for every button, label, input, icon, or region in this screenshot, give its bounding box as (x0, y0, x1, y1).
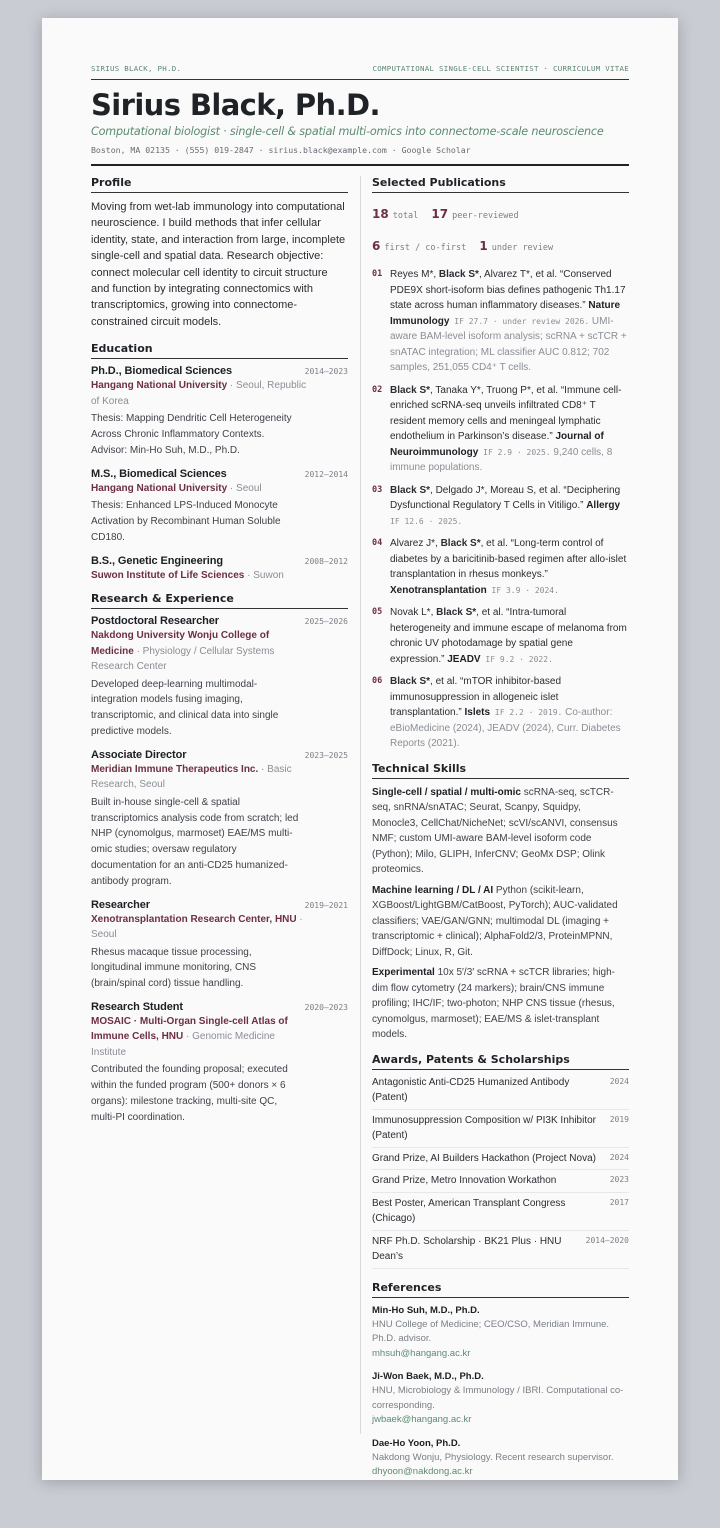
citation-title: , et al. “mTOR inhibitor-based immunosuppression in allogeneic islet transplantation.” (390, 676, 562, 718)
stat-first-author: 6 first / co-first (372, 239, 467, 253)
award-item (372, 1072, 629, 1110)
citation-title: , Alvarez T*, et al. “Conserved PDE9X short-isoform bias defines pathogenic Th1.17 state across human inflammatory diseases.” (390, 269, 626, 311)
entry-title: Research Student (91, 1000, 183, 1013)
contact-line: Boston, MA 02135 · (555) 019-2847 · sirius.black@example.com · Google Scholar (91, 145, 629, 166)
publication-citation (390, 267, 629, 376)
award-item (372, 1148, 629, 1171)
entry-organization (91, 568, 348, 584)
journal-name: Islets (464, 707, 491, 718)
entry-header (91, 555, 348, 567)
experience-entry (91, 1001, 348, 1126)
award-date: 2023 (609, 1175, 629, 1184)
skills-list (372, 785, 629, 1043)
entry-description: Contributed the founding proposal; executed within the funded program (500+ donors × 6 organs): milestone tracking, multi-site QC, multi-PI coordination. (91, 1064, 288, 1123)
award-date: 2019 (609, 1114, 629, 1124)
authors-before: Novak L*, (390, 607, 437, 618)
reference-item (372, 1304, 629, 1362)
publication-number: 01 (372, 269, 383, 279)
google-scholar-link[interactable]: Google Scholar (401, 145, 471, 155)
entry-organization (91, 1014, 348, 1061)
contact-phone: (555) 019-2847 (184, 145, 254, 155)
tagline: Computational biologist · single-cell & spatial multi-omics into connectome-scale neuroscience (91, 125, 604, 138)
award-title: Immunosuppression Composition w/ PI3K Inhibitor (Patent) (372, 1114, 596, 1141)
skill-text: scRNA-seq, scTCR-seq, snRNA/snATAC; Seurat, Scanpy, Squidpy, Monocle3, CellChat/NicheNet; scVI/scANVI, consensus NMF; custom UMI-aware BAM-level isoform code (Python); Milo, GLIPH, InferCNV; GeoMx DSP; Olink proteomics. (372, 786, 618, 875)
journal-name: Journal of Neuroimmunology (390, 431, 604, 458)
institution-location: · Seoul (227, 482, 262, 494)
entry-header (91, 899, 348, 911)
publication-item (372, 383, 629, 476)
journal-meta: IF 27.7 · under review 2026. (449, 316, 590, 326)
publication-item (372, 605, 629, 667)
reference-email-link[interactable]: jwbaek@hangang.ac.kr (372, 1414, 472, 1425)
reference-name: Min-Ho Suh, M.D., Ph.D. (372, 1304, 480, 1316)
award-date: 2024 (609, 1076, 629, 1086)
reference-item (372, 1370, 629, 1428)
entry-header (91, 468, 348, 480)
entry-date: 2025–2026 (304, 617, 348, 627)
institution-name: Hangang National University (91, 482, 228, 494)
publication-list (372, 267, 629, 752)
award-date: 2024 (609, 1152, 629, 1162)
entry-organization (91, 912, 348, 943)
left-column (91, 176, 348, 1489)
skill-group (372, 785, 629, 878)
award-date: 2014–2020 (585, 1235, 629, 1245)
reference-description: HNU College of Medicine; CEO/CSO, Meridian Immune. Ph.D. advisor. (372, 1318, 610, 1344)
institution-location: · Genomic Medicine Institute (91, 1031, 275, 1058)
entry-organization (91, 378, 348, 409)
publication-number: 04 (372, 538, 383, 548)
citation-title: , et al. “Intra-tumoral heterogeneity and immune escape of melanoma from chronic UV photodamage by spatial gene expression.” (390, 607, 627, 665)
publication-number: 02 (372, 384, 383, 395)
experience-entry (91, 615, 348, 740)
reference-name: Ji-Won Baek, M.D., Ph.D. (372, 1371, 484, 1382)
contact-email-link[interactable]: sirius.black@example.com (268, 145, 387, 155)
institution-name: MOSAIC · Multi-Organ Single-cell Atlas of Immune Cells, HNU (91, 1015, 288, 1043)
journal-meta: IF 12.6 · 2025. (390, 516, 463, 526)
publication-note: Co-author: eBioMedicine (2024), JEADV (2024), Curr. Diabetes Reports (2021). (390, 707, 621, 749)
reference-name: Dae-Ho Yoon, Ph.D. (372, 1437, 461, 1449)
publication-citation (390, 536, 629, 598)
entry-date: 2020–2023 (304, 1002, 348, 1012)
award-item (372, 1193, 629, 1231)
entry-date: 2008–2012 (304, 556, 348, 566)
entry-date: 2023–2025 (304, 750, 348, 760)
publication-note: 9,240 cells, 8 immune populations. (390, 446, 613, 473)
publication-item (372, 267, 629, 376)
award-item (372, 1170, 629, 1193)
institution-name: Nakdong University Wonju College of Medicine (91, 630, 270, 657)
entry-header (91, 1001, 348, 1013)
entry-date: 2012–2014 (304, 469, 348, 479)
award-title: Antagonistic Anti-CD25 Humanized Antibody (Patent) (372, 1076, 570, 1103)
entry-header (91, 615, 348, 627)
skill-group (372, 883, 629, 961)
reference-description: HNU, Microbiology & Immunology / IBRI. Computational co-corresponding. (372, 1385, 624, 1411)
experience-heading: Research & Experience (91, 592, 348, 609)
institution-location: · Basic Research, Seoul (91, 763, 292, 791)
skill-label: Single-cell / spatial / multi-omic (372, 786, 521, 798)
skills-heading: Technical Skills (372, 762, 629, 779)
publication-stats (372, 199, 629, 263)
experience-entry (91, 749, 348, 890)
references-list (372, 1304, 629, 1480)
author-self: Black S* (390, 384, 431, 396)
author-self: Black S* (438, 269, 479, 280)
entry-organization (91, 628, 348, 675)
entry-title: Ph.D., Biomedical Sciences (91, 365, 233, 378)
citation-title: , Delgado J*, Moreau S, et al. “Deciphering Dysfunctional Regulatory T Cells in Vitiligo.” (390, 484, 621, 511)
stat-total: 18 total (372, 207, 419, 221)
journal-meta: IF 2.9 · 2025. (478, 447, 551, 457)
award-date: 2017 (609, 1197, 629, 1207)
publication-citation (390, 605, 629, 667)
publication-citation (390, 483, 629, 530)
author-self: Black S* (390, 676, 431, 687)
publication-number: 06 (372, 676, 383, 686)
profile-text: Moving from wet-lab immunology into computational neuroscience. I build methods that infer cellular identity, state, and interaction from large, incomplete single-cell and spatial data. Research objective: connect molecular cell identity to circuit structure and function by integrating connectomics with transcriptomics, growing into connectome-constrained circuit models. (91, 201, 346, 328)
contact-address: Boston, MA 02135 (91, 145, 170, 155)
awards-heading: Awards, Patents & Scholarships (372, 1053, 629, 1070)
reference-email-link[interactable]: mhsuh@hangang.ac.kr (372, 1347, 471, 1359)
publication-number: 03 (372, 484, 383, 495)
citation-title: , et al. “Long-term control of diabetes by a baricitinib-based regimen after allo-islet transplantation in rhesus monkeys.” (390, 538, 627, 580)
header-name-caps: SIRIUS BLACK, PH.D. (91, 64, 182, 73)
entry-title: B.S., Genetic Engineering (91, 554, 223, 567)
experience-list (91, 615, 348, 1126)
publications-heading: Selected Publications (372, 176, 629, 193)
entry-description: Rhesus macaque tissue processing, longitudinal immune monitoring, CNS (brain/spinal cord) tissue handling. (91, 946, 257, 990)
profile-heading: Profile (91, 176, 348, 193)
publication-item (372, 536, 629, 598)
skill-label: Machine learning / DL / AI (372, 884, 494, 896)
publication-note: UMI-aware BAM-level isoform analysis; scRNA + scTCR + snATAC integration; ML classifier AUC 0.812; 702 samples, 251,055 CD4⁺ T cells. (390, 315, 627, 373)
reference-item (372, 1437, 629, 1480)
journal-meta: IF 2.2 · 2019. (490, 708, 563, 717)
entry-header (91, 365, 348, 377)
entry-description: Thesis: Mapping Dendritic Cell Heterogeneity Across Chronic Inflammatory Contexts. Advisor: Min-Ho Suh, M.D., Ph.D. (91, 413, 292, 456)
institution-name: Xenotransplantation Research Center, HNU (91, 913, 297, 925)
awards-list (372, 1072, 629, 1269)
entry-description: Developed deep-learning multimodal-integration models fusing imaging, transcriptomic, and clinical data into single predictive models. (91, 678, 279, 737)
institution-name: Suwon Institute of Life Sciences (91, 569, 245, 581)
institution-location: · Physiology / Cellular Systems Research Center (91, 645, 275, 673)
entry-title: Associate Director (91, 748, 187, 761)
entry-title: Researcher (91, 898, 150, 911)
authors-before: Alvarez J*, (390, 538, 441, 549)
header-role-caps: COMPUTATIONAL SINGLE-CELL SCIENTIST · CURRICULUM VITAE (372, 64, 629, 73)
reference-email-link[interactable]: dhyoon@nakdong.ac.kr (372, 1466, 473, 1477)
education-entry (91, 468, 348, 546)
right-column (372, 176, 629, 1489)
skill-group (372, 965, 629, 1043)
journal-name: Nature Immunology (390, 300, 621, 327)
citation-title: , Tanaka Y*, Truong P*, et al. “Immune cell-enriched scRNA-seq unveils infiltrated CD8⁺ T resident memory cells and meningeal lymphatic endothelium in Parkinson’s disease.” (390, 384, 622, 442)
entry-organization (91, 762, 348, 793)
award-title: Grand Prize, Metro Innovation Workathon (372, 1175, 557, 1186)
journal-name: JEADV (447, 653, 481, 665)
entry-header (91, 749, 348, 761)
publication-citation (390, 674, 629, 752)
skill-text: Python (scikit-learn, XGBoost/LightGBM/CatBoost, PyTorch); AUC-validated classifiers; VAE/GAN/GNN; multimodal DL (imaging + transcriptomic + clinical); AlphaFold2/3, ProteinMPNN, DiffDock; Linux, R, Git. (372, 884, 618, 958)
institution-name: Hangang National University (91, 380, 228, 392)
journal-meta: IF 9.2 · 2022. (480, 654, 553, 664)
award-title: Best Poster, American Transplant Congress (Chicago) (372, 1197, 566, 1224)
cv-page (42, 18, 678, 1480)
entry-organization (91, 481, 348, 497)
column-divider (348, 176, 372, 1489)
journal-name: Allergy (586, 500, 621, 511)
award-item (372, 1231, 629, 1269)
institution-location: · Suwon (244, 569, 284, 581)
institution-name: Meridian Immune Therapeutics Inc. (91, 763, 259, 775)
entry-description: Built in-house single-cell & spatial transcriptomics analysis code from scratch; led NHP (cynomolgus, marmoset) EAE/MS multi-omic studies; oversaw regulatory documentation for an anti-CD25 humanized-antibody program. (91, 796, 299, 887)
entry-date: 2019–2021 (304, 900, 348, 910)
running-header (91, 18, 629, 80)
publication-item (372, 674, 629, 752)
skill-text: 10x 5′/3′ scRNA + scTCR libraries; high-dim flow cytometry (24 markers); brain/CNS immune profiling; IHC/IF; two-photon; NHP CNS tissue (rhesus, cynomolgus, marmoset); EAE/MS & islet-transplant models. (372, 967, 616, 1040)
publication-item (372, 483, 629, 530)
education-heading: Education (91, 342, 348, 359)
publication-citation (390, 383, 629, 476)
education-entry (91, 555, 348, 584)
award-title: NRF Ph.D. Scholarship · BK21 Plus · HNU Dean’s (372, 1235, 562, 1262)
authors-before: Reyes M*, (390, 269, 439, 280)
journal-name: Xenotransplantation (390, 584, 487, 596)
institution-location: · Seoul, Republic of Korea (91, 380, 307, 407)
stat-under-review: 1 under review (479, 239, 554, 253)
award-item (372, 1110, 629, 1148)
experience-entry (91, 899, 348, 992)
education-list (91, 365, 348, 583)
stat-peer-reviewed: 17 peer-reviewed (431, 207, 519, 221)
skill-label: Experimental (372, 967, 435, 978)
entry-title: Postdoctoral Researcher (91, 615, 219, 628)
publication-number: 05 (372, 607, 383, 617)
page-title: Sirius Black, Ph.D. (91, 88, 380, 122)
journal-meta: IF 3.9 · 2024. (486, 585, 559, 595)
entry-title: M.S., Biomedical Sciences (91, 467, 227, 480)
institution-location: · Seoul (91, 913, 303, 940)
education-entry (91, 365, 348, 458)
award-title: Grand Prize, AI Builders Hackathon (Project Nova) (372, 1152, 596, 1164)
references-heading: References (372, 1281, 629, 1298)
entry-description: Thesis: Enhanced LPS-Induced Monocyte Activation by Recombinant Human Soluble CD180. (91, 500, 281, 543)
author-self: Black S* (390, 484, 431, 496)
reference-description: Nakdong Wonju, Physiology. Recent research supervisor. (372, 1451, 614, 1463)
author-self: Black S* (436, 607, 477, 618)
author-self: Black S* (440, 538, 481, 549)
entry-date: 2014–2023 (304, 367, 348, 377)
